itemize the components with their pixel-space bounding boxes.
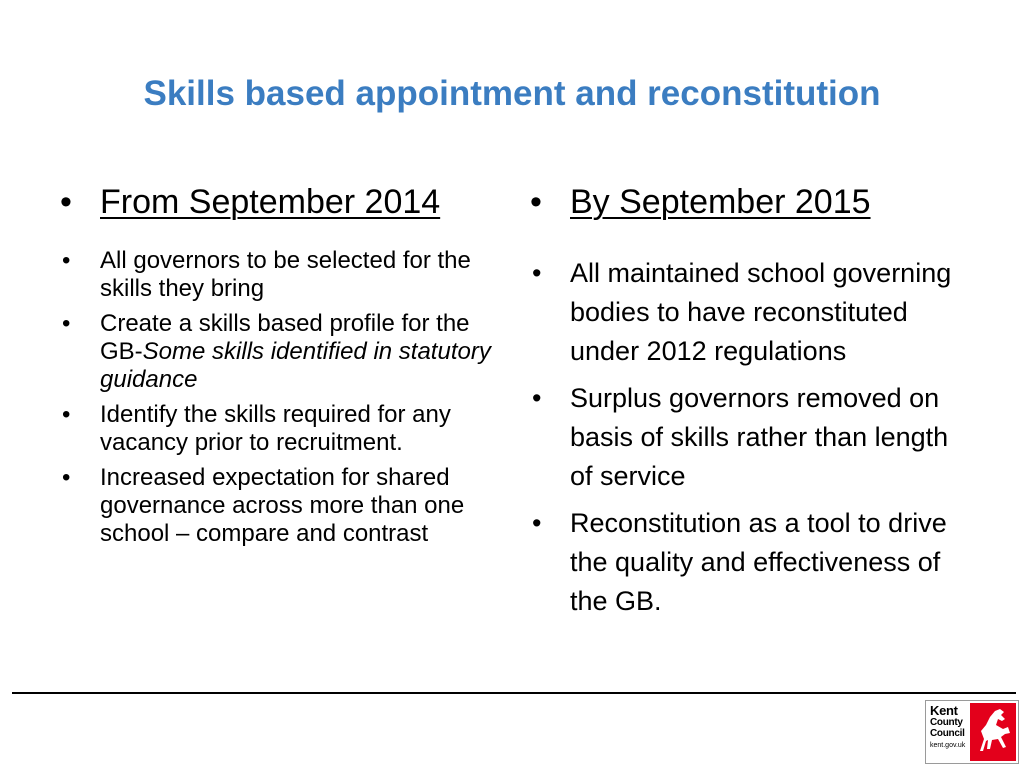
logo-line-kent: Kent (930, 703, 958, 718)
bullet: • (62, 247, 71, 274)
list-item-italic-text: Some skills identified in statutory guidance (100, 338, 491, 393)
list-item-text: Reconstitution as a tool to drive the quality and effectiveness of the GB. (570, 508, 947, 616)
bullet: • (62, 401, 71, 428)
left-column (60, 180, 500, 555)
right-bullet-list (530, 254, 960, 621)
left-column-heading (60, 180, 500, 224)
slide-title: Skills based appointment and reconstitution (143, 74, 881, 113)
bullet: • (60, 183, 72, 221)
list-item-text: Increased expectation for shared governance across more than one school – compare and contrast (100, 464, 465, 547)
bullet: • (532, 508, 542, 538)
bullet: • (62, 310, 71, 337)
list-item (530, 254, 960, 371)
logo-text (930, 704, 965, 750)
list-item-text: Create a skills based profile for the GB- (100, 310, 470, 365)
bullet: • (530, 183, 542, 221)
list-item-text: All governors to be selected for the skills they bring (100, 247, 471, 302)
list-item-text: All maintained school governing bodies to have reconstituted under 2012 regulations (570, 258, 952, 366)
logo-line-county: County (930, 717, 963, 728)
bullet: • (532, 258, 542, 288)
list-item-text: Surplus governors removed on basis of skills rather than length of service (570, 383, 949, 491)
white-horse-icon (970, 703, 1016, 761)
list-item (60, 310, 500, 394)
logo-url: kent.gov.uk (930, 742, 966, 749)
list-item (530, 379, 960, 496)
bullet: • (532, 383, 542, 413)
list-item (530, 504, 960, 621)
list-item-text: Identify the skills required for any vacancy prior to recruitment. (100, 401, 451, 456)
list-item (60, 464, 500, 548)
left-heading-text: From September 2014 (100, 183, 441, 221)
left-bullet-list (60, 247, 500, 548)
list-item (60, 247, 500, 303)
kent-county-council-logo (925, 700, 1019, 764)
right-column-heading (530, 180, 960, 224)
list-item (60, 401, 500, 457)
logo-line-council: Council (930, 728, 965, 739)
right-column (530, 180, 960, 629)
footer-divider (12, 692, 1016, 694)
right-heading-text: By September 2015 (570, 183, 871, 221)
bullet: • (62, 464, 71, 491)
